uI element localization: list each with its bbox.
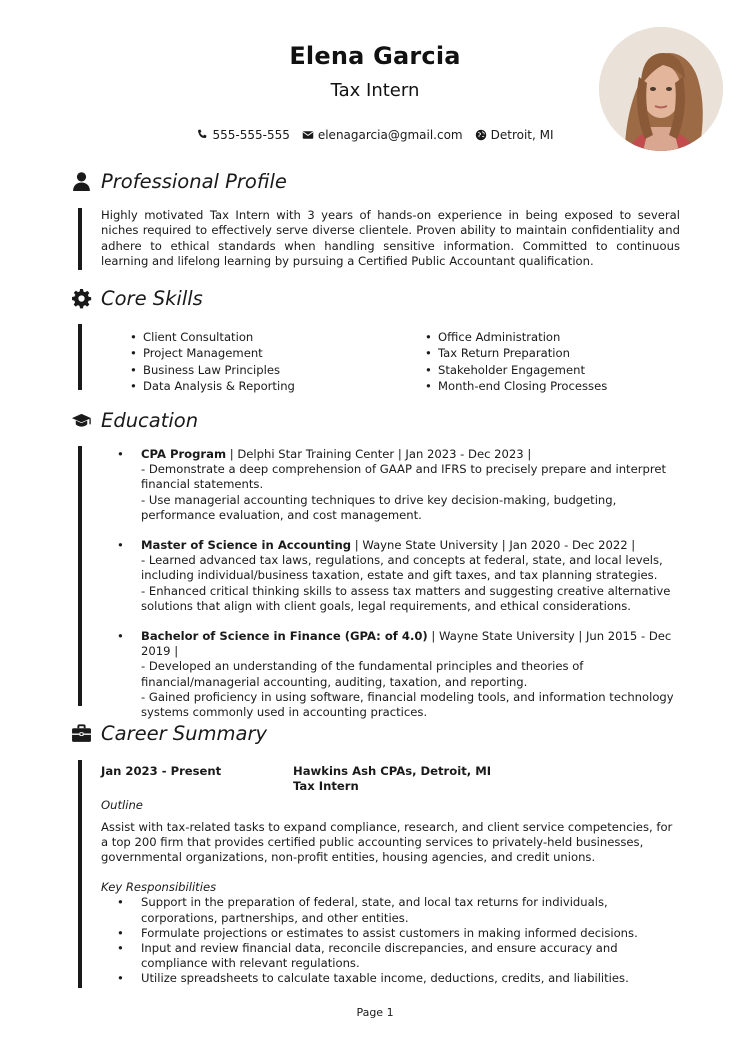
education-meta: | Wayne State University | Jun 2015 - Dec 2019 | [141, 629, 672, 659]
education-detail: - Learned advanced tax laws, regulations, and concepts at federal, state, and local levels, including individual/business taxation, estate and gift taxes, and tax planning strategies. [141, 553, 663, 583]
section-education-header [70, 409, 198, 432]
education-item: • CPA Program | Delphi Star Training Center | Jan 2023 - Dec 2023 | - Demonstrate a deep comprehension of GAAP and IFRS to precisely prepare and interpret financial statements. - Use managerial accounting techniques to drive key decision-making, budgeting, performance evaluation, and cost management. [117, 447, 667, 522]
responsibilities-list [101, 895, 681, 986]
section-bar-education [78, 446, 82, 706]
skills-list-left [130, 329, 295, 395]
education-detail: - Use managerial accounting techniques to drive key decision-making, budgeting, performance evaluation, and cost management. [141, 492, 617, 522]
globe-icon [475, 129, 487, 141]
graduation-cap-icon [70, 410, 92, 432]
responsibility-item: • Input and review financial data, reconcile discrepancies, and ensure accuracy and compliance with relevant regulations. [117, 941, 618, 971]
section-profile-header [70, 170, 287, 193]
section-title-profile: Professional Profile [101, 170, 287, 193]
page-number: Page 1 [356, 1006, 394, 1019]
briefcase-icon [70, 723, 92, 745]
responsibility-item: • Support in the preparation of federal, state, and local tax returns for individuals, corporations, partnerships, and other entities. [117, 895, 608, 925]
skill-item: • Project Management [130, 345, 295, 361]
contact-location [475, 128, 554, 142]
contact-email[interactable] [302, 128, 463, 142]
envelope-icon [302, 129, 314, 141]
contact-phone[interactable] [196, 128, 289, 142]
education-meta: | Delphi Star Training Center | Jan 2023 - Dec 2023 | [226, 447, 532, 461]
responsibility-item: • Formulate projections or estimates to assist customers in making informed decisions. [117, 925, 638, 940]
job-dates: Jan 2023 - Present [101, 764, 222, 778]
profile-summary: Highly motivated Tax Intern with 3 years of hands-on experience in being exposed to several niches required to effectively serve diverse clientele. Proven ability to maintain confidentiality and adhere to ethical standards when handling sensitive information. Committed to continuous learning and lifelong learning by pursuing a Certified Public Accountant qualification. [101, 208, 680, 269]
education-degree: Bachelor of Science in Finance (GPA: of 4.0) [141, 629, 428, 644]
candidate-title: Tax Intern [330, 80, 420, 101]
section-title-education: Education [101, 409, 199, 432]
phone-text: 555-555-555 [212, 128, 290, 142]
education-detail: - Developed an understanding of the fundamental principles and theories of financial/managerial accounting, auditing, taxation, and reporting. [141, 659, 584, 689]
section-title-skills: Core Skills [101, 287, 203, 310]
education-item: • Master of Science in Accounting | Wayne State University | Jan 2020 - Dec 2022 | - Learned advanced tax laws, regulations, and concepts at federal, state, and local levels, including individual/business taxation, estate and gift taxes, and tax planning strategies. - Enhanced critical thinking skills to assess tax matters and suggesting creative alternative solutions that align with client goals, legal requirements, and ethical considerations. [117, 538, 671, 613]
profile-photo [599, 27, 723, 151]
section-bar-skills [78, 324, 82, 390]
education-degree: CPA Program [141, 447, 227, 461]
career-entry [101, 764, 681, 987]
skill-item: • Office Administration [425, 329, 607, 345]
candidate-name: Elena Garcia [289, 42, 461, 70]
education-degree: Master of Science in Accounting [141, 538, 352, 553]
responsibility-item: • Utilize spreadsheets to calculate taxable income, deductions, credits, and liabilities. [117, 971, 629, 986]
education-detail: - Demonstrate a deep comprehension of GAAP and IFRS to precisely prepare and interpret financial statements. [141, 462, 667, 492]
section-skills-header [70, 287, 203, 310]
education-item: • Bachelor of Science in Finance (GPA: of 4.0) | Wayne State University | Jun 2015 - Dec 2019 | - Developed an understanding of the fundamental principles and theories of financial/managerial accounting, auditing, taxation, and reporting. - Gained proficiency in using software, financial modeling tools, and information technology systems commonly used in accounting practices. [117, 629, 674, 720]
section-career-header [70, 722, 267, 745]
skill-item: • Tax Return Preparation [425, 345, 607, 361]
section-bar-profile [78, 208, 82, 270]
skill-item: • Business Law Principles [130, 362, 295, 378]
email-text: elenagarcia@gmail.com [317, 128, 463, 142]
education-detail: - Enhanced critical thinking skills to assess tax matters and suggesting creative alternative solutions that align with client goals, legal requirements, and ethical considerations. [141, 583, 671, 613]
outline-label: Outline [101, 798, 143, 813]
education-list [101, 447, 681, 735]
responsibilities-label: Key Responsibilities [101, 880, 217, 895]
job-header [101, 764, 681, 779]
phone-icon [196, 129, 208, 141]
location-text: Detroit, MI [490, 128, 554, 142]
gear-icon [70, 288, 92, 310]
user-icon [70, 171, 92, 193]
education-meta: | Wayne State University | Jan 2020 - Dec 2022 | [351, 538, 636, 553]
skill-item: • Month-end Closing Processes [425, 378, 607, 394]
section-title-career: Career Summary [101, 722, 268, 745]
skill-item: • Data Analysis & Reporting [130, 378, 295, 394]
skill-item: • Client Consultation [130, 329, 295, 345]
job-title: Tax Intern [293, 779, 359, 794]
skill-item: • Stakeholder Engagement [425, 362, 607, 378]
section-bar-career [78, 760, 82, 988]
outline-text: Assist with tax-related tasks to expand compliance, research, and client service competencies, for a top 200 firm that provides certified public accounting services to privately-held businesses, governmental organizations, non-profit entities, housing agencies, and credit unions. [101, 819, 673, 865]
skills-list-right [425, 329, 607, 395]
education-detail: - Gained proficiency in using software, financial modeling tools, and information technology systems commonly used in accounting practices. [141, 689, 674, 720]
job-company: Hawkins Ash CPAs, Detroit, MI [293, 764, 492, 778]
